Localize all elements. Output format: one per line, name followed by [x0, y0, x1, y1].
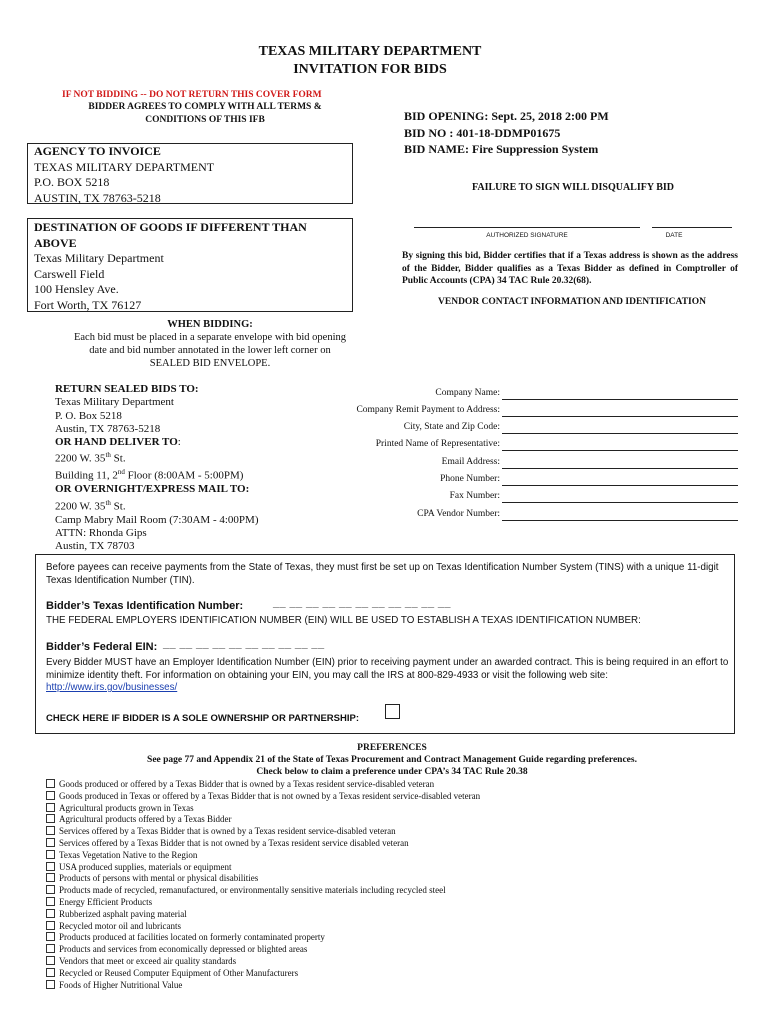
checkbox-icon[interactable] [46, 932, 55, 941]
city-state-zip-label: City, State and Zip Code: [403, 422, 500, 432]
preference-list [46, 779, 480, 991]
mail-line-4: Austin, TX 78703 [55, 540, 135, 553]
phone-field[interactable] [502, 485, 738, 486]
certify-text: By signing this bid, Bidder certifies that if a Texas address is shown as the address of the Bidder, Bidder qualifies as a Texas Bidder as defined in Comptroller of Public Accounts (CPA) 34 TAC Rule 20.32(68). [402, 251, 738, 286]
checkbox-icon[interactable] [46, 909, 55, 918]
preference-item[interactable]: Services offered by a Texas Bidder that is not owned by a Texas resident service disabled veteran [46, 838, 480, 850]
vendor-heading: VENDOR CONTACT INFORMATION AND IDENTIFICATION [438, 297, 706, 307]
hand-deliver-heading: OR HAND DELIVER TO [55, 436, 178, 449]
return-line-2: P. O. Box 5218 [55, 409, 122, 422]
destination-box [27, 218, 353, 312]
checkbox-icon[interactable] [46, 862, 55, 871]
city-state-zip-field[interactable] [502, 433, 738, 434]
destination-heading-2: ABOVE [34, 235, 77, 250]
failure-notice: FAILURE TO SIGN WILL DISQUALIFY BID [471, 182, 674, 193]
signature-label: AUTHORIZED SIGNATURE [486, 232, 568, 239]
checkbox-icon[interactable] [46, 791, 55, 800]
email-label: Email Address: [441, 457, 500, 467]
preference-item[interactable]: Vendors that meet or exceed air quality standards [46, 956, 480, 968]
preference-item[interactable]: Products of persons with mental or physical disabilities [46, 873, 480, 885]
checkbox-icon[interactable] [46, 897, 55, 906]
hand-deliver-colon: : [177, 436, 181, 449]
preference-item[interactable]: Agricultural products offered by a Texas Bidder [46, 814, 480, 826]
agency-box [27, 143, 353, 204]
mail-line-3: ATTN: Rhonda Gips [55, 526, 147, 539]
checkbox-icon[interactable] [46, 803, 55, 812]
date-line[interactable] [652, 227, 732, 228]
hand-line-1: 2200 W. 35th St. [55, 451, 126, 466]
tins-box [35, 554, 735, 734]
checkbox-icon[interactable] [46, 826, 55, 835]
agency-line-2: P.O. BOX 5218 [34, 175, 110, 189]
remit-address-label: Company Remit Payment to Address: [356, 405, 500, 415]
checkbox-icon[interactable] [46, 779, 55, 788]
representative-field[interactable] [502, 450, 738, 451]
when-bidding-line-2: date and bid number annotated in the lower left corner on [89, 345, 331, 356]
when-bidding [50, 318, 370, 370]
preference-item[interactable]: Goods produced or offered by a Texas Bidder that is owned by a Texas resident service-disabled veteran [46, 779, 480, 791]
checkbox-icon[interactable] [46, 814, 55, 823]
tins-intro: Before payees can receive payments from the State of Texas, they must first be set up on Texas Identification Number System (TINS) with a unique 11-digit Texas Identification Number (TIN). [46, 562, 719, 586]
return-line-1: Texas Military Department [55, 396, 174, 409]
destination-line-3: 100 Hensley Ave. [34, 282, 119, 296]
phone-label: Phone Number: [440, 474, 500, 484]
date-label: DATE [665, 232, 683, 239]
preference-item[interactable]: Services offered by a Texas Bidder that is owned by a Texas resident service-disabled veteran [46, 826, 480, 838]
preference-item[interactable]: Agricultural products grown in Texas [46, 803, 480, 815]
page-title: TEXAS MILITARY DEPARTMENT [258, 44, 482, 59]
preferences-line-1: See page 77 and Appendix 21 of the State of Texas Procurement and Contract Management Guide regarding preferences. [147, 755, 637, 765]
preference-item[interactable]: Texas Vegetation Native to the Region [46, 850, 480, 862]
when-bidding-heading: WHEN BIDDING: [167, 319, 253, 330]
checkbox-icon[interactable] [46, 850, 55, 859]
checkbox-icon[interactable] [46, 921, 55, 930]
when-bidding-line-1: Each bid must be placed in a separate envelope with bid opening [73, 332, 347, 343]
checkbox-icon[interactable] [46, 980, 55, 989]
email-field[interactable] [502, 468, 738, 469]
ein-text: Every Bidder MUST have an Employer Identification Number (EIN) prior to receiving payment under an awarded contract. This is being required in an effort to minimize identity theft. For information on obtaining your EIN, you may call the IRS at 800-829-4933 or visit the following web site: [46, 657, 729, 681]
fax-field[interactable] [502, 502, 738, 503]
agency-line-3: AUSTIN, TX 78763-5218 [34, 190, 161, 205]
destination-heading: DESTINATION OF GOODS IF DIFFERENT THAN [34, 220, 307, 234]
checkbox-icon[interactable] [46, 944, 55, 953]
agree-line-1: BIDDER AGREES TO COMPLY WITH ALL TERMS & [88, 102, 322, 112]
fax-label: Fax Number: [449, 491, 500, 501]
cpa-vendor-label: CPA Vendor Number: [417, 509, 500, 519]
cpa-vendor-field[interactable] [502, 520, 738, 521]
ein-label: Bidder’s Federal EIN: [46, 641, 158, 653]
destination-line-2: Carswell Field [34, 266, 105, 281]
preference-item[interactable]: Rubberized asphalt paving material [46, 909, 480, 921]
preference-item[interactable]: Products and services from economically depressed or blighted areas [46, 944, 480, 956]
return-line-3: Austin, TX 78763-5218 [55, 422, 161, 435]
destination-line-1: Texas Military Department [34, 251, 164, 265]
tin-label: Bidder’s Texas Identification Number: [46, 600, 244, 612]
preference-item[interactable]: USA produced supplies, materials or equipment [46, 862, 480, 874]
agree-line-2: CONDITIONS OF THIS IFB [145, 115, 265, 125]
fein-note: THE FEDERAL EMPLOYERS IDENTIFICATION NUMBER (EIN) WILL BE USED TO ESTABLISH A TEXAS IDENTIFICATION NUMBER: [46, 615, 641, 626]
mail-line-1: 2200 W. 35th St. [55, 498, 126, 513]
ein-blanks[interactable]: __ __ __ __ __ __ __ __ __ __ [163, 638, 325, 650]
mail-line-2: Camp Mabry Mail Room (7:30AM - 4:00PM) [55, 513, 259, 526]
return-address [55, 383, 259, 554]
sole-ownership-checkbox[interactable] [385, 704, 400, 719]
preference-item[interactable]: Recycled motor oil and lubricants [46, 921, 480, 933]
destination-line-4: Fort Worth, TX 76127 [34, 297, 142, 312]
checkbox-icon[interactable] [46, 956, 55, 965]
company-name-field[interactable] [502, 399, 738, 400]
checkbox-icon[interactable] [46, 968, 55, 977]
remit-address-field[interactable] [502, 416, 738, 417]
irs-link[interactable]: http://www.irs.gov/businesses/ [46, 682, 178, 693]
bid-name: BID NAME: Fire Suppression System [404, 142, 599, 156]
preference-item[interactable]: Products made of recycled, remanufactured, or environmentally sensitive materials including recycled steel [46, 885, 480, 897]
preference-item[interactable]: Products produced at facilities located on formerly contaminated property [46, 932, 480, 944]
representative-label: Printed Name of Representative: [375, 439, 500, 449]
agency-line-1: TEXAS MILITARY DEPARTMENT [34, 159, 215, 174]
preferences-header [0, 742, 770, 778]
return-heading: RETURN SEALED BIDS TO: [55, 383, 199, 395]
preference-item[interactable]: Energy Efficient Products [46, 897, 480, 909]
company-name-label: Company Name: [435, 388, 500, 398]
bid-number: BID NO : 401-18-DDMP01675 [404, 126, 561, 140]
checkbox-icon[interactable] [46, 873, 55, 882]
tin-blanks[interactable]: __ __ __ __ __ __ __ __ __ __ __ [273, 597, 451, 609]
checkbox-icon[interactable] [46, 885, 55, 894]
mail-heading: OR OVERNIGHT/EXPRESS MAIL TO: [55, 483, 250, 496]
preference-item[interactable]: Foods of Higher Nutritional Value [46, 980, 480, 992]
preferences-line-2: Check below to claim a preference under CPA’s 34 TAC Rule 20.38 [256, 767, 528, 777]
when-bidding-line-3: SEALED BID ENVELOPE. [149, 358, 271, 369]
agency-heading: AGENCY TO INVOICE [34, 144, 161, 158]
no-bid-warning: IF NOT BIDDING -- DO NOT RETURN THIS COVER FORM [62, 90, 322, 100]
sole-ownership-label: CHECK HERE IF BIDDER IS A SOLE OWNERSHIP OR PARTNERSHIP: [46, 713, 359, 724]
preferences-heading: PREFERENCES [357, 743, 427, 753]
checkbox-icon[interactable] [46, 838, 55, 847]
bid-opening: BID OPENING: Sept. 25, 2018 2:00 PM [404, 109, 609, 123]
page-subtitle: INVITATION FOR BIDS [293, 62, 447, 77]
preference-item[interactable]: Goods produced in Texas or offered by a Texas Bidder that is not owned by a Texas resident service-disabled veteran [46, 791, 480, 803]
preference-item[interactable]: Recycled or Reused Computer Equipment of Other Manufacturers [46, 968, 480, 980]
signature-line[interactable] [414, 227, 640, 228]
hand-line-2: Building 11, 2nd Floor (8:00AM - 5:00PM) [55, 468, 244, 483]
